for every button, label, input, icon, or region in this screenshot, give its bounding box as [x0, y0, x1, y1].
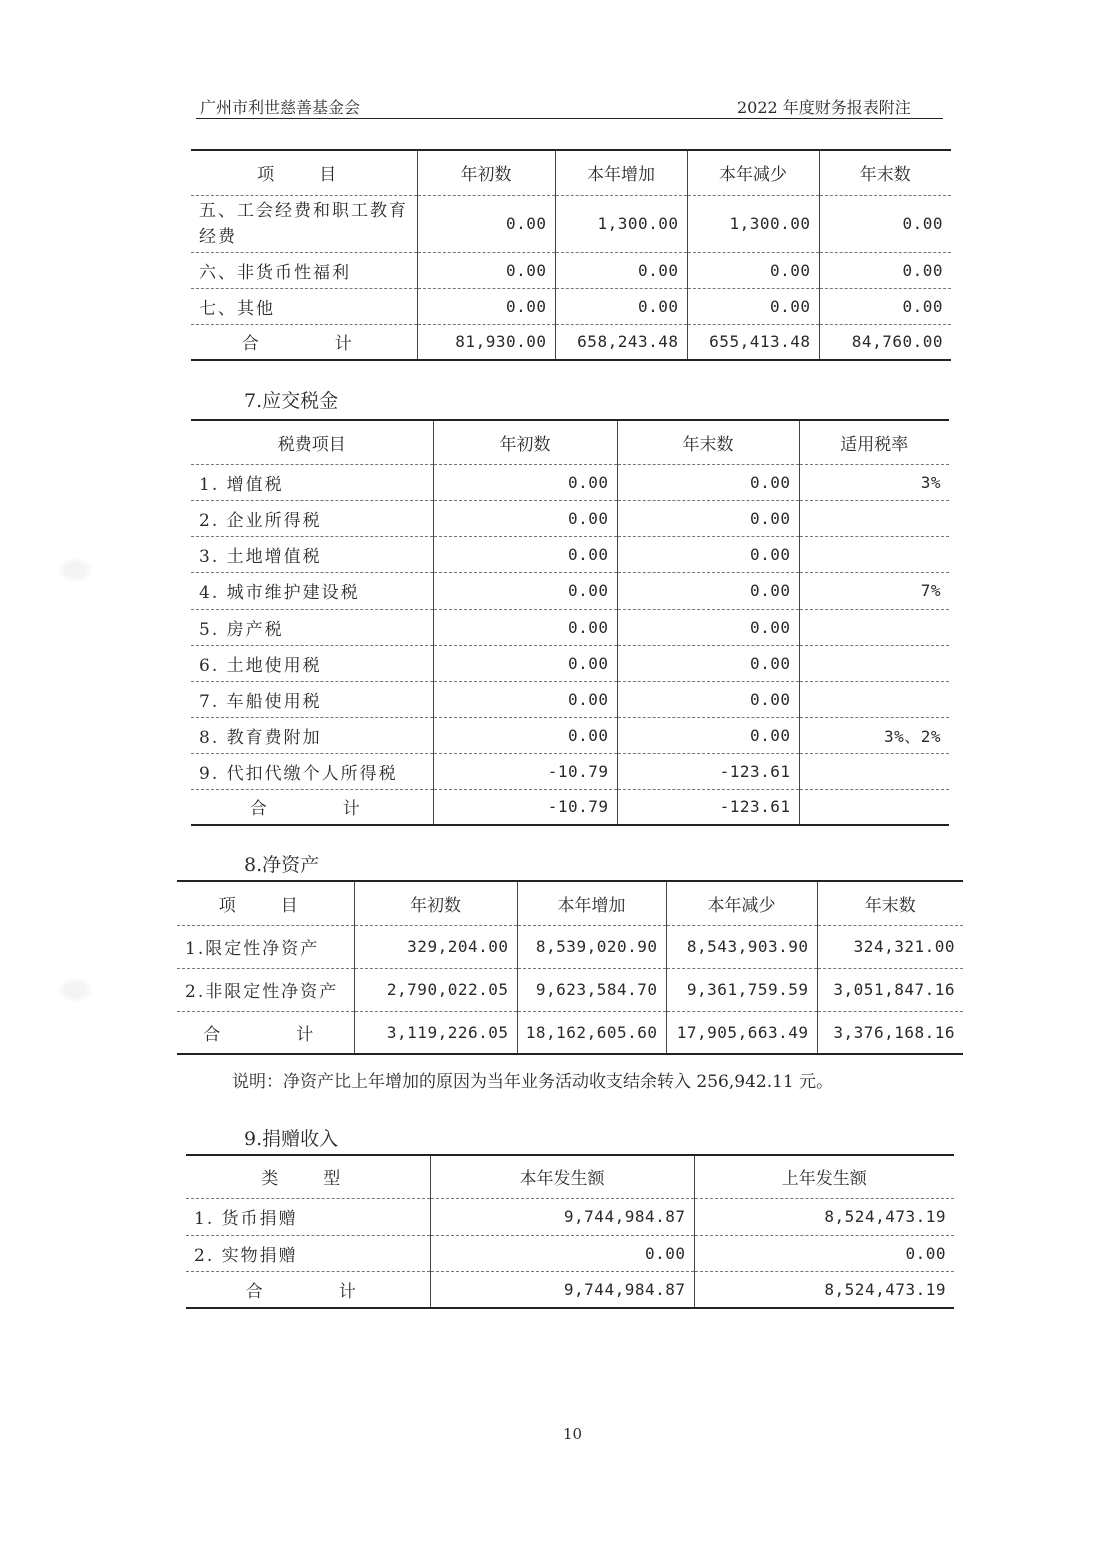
cell-value: 0.00: [433, 681, 617, 717]
cell-value: -10.79: [433, 753, 617, 789]
table-row: [191, 753, 949, 789]
table-row: [191, 681, 949, 717]
cell-value: 0.00: [433, 609, 617, 645]
col-header: 项 目: [191, 150, 417, 195]
cell-value: 0.00: [694, 1235, 954, 1271]
header-rule: [196, 118, 943, 119]
cell-value: 7%: [799, 572, 949, 609]
row-label: 合 计: [191, 324, 417, 360]
cell-value: -10.79: [433, 789, 617, 825]
cell-value: 8,539,020.90: [517, 925, 666, 968]
cell-value: 0.00: [617, 536, 799, 572]
cell-value: 0.00: [430, 1235, 694, 1271]
row-label: 6. 土地使用税: [191, 645, 433, 681]
col-header: 年初数: [417, 150, 555, 195]
cell-value: -123.61: [617, 753, 799, 789]
row-label: 9. 代扣代缴个人所得税: [191, 753, 433, 789]
scan-smudge: [58, 558, 92, 582]
cell-value: 0.00: [417, 288, 555, 324]
table-taxes: [191, 419, 949, 826]
cell-value: -123.61: [617, 789, 799, 825]
table-row: [186, 1235, 954, 1271]
cell-value: 3,051,847.16: [817, 968, 963, 1011]
net-assets-note: 说明：净资产比上年增加的原因为当年业务活动收支结余转入 256,942.11 元。: [232, 1072, 834, 1092]
col-header: 本年增加: [517, 881, 666, 925]
table-row: [191, 252, 951, 288]
table-row: [191, 609, 949, 645]
table-row: [191, 717, 949, 753]
row-label: 2. 企业所得税: [191, 500, 433, 536]
col-header: 年初数: [354, 881, 517, 925]
table-row: [191, 288, 951, 324]
cell-value: 0.00: [687, 288, 819, 324]
row-label: 合 计: [191, 789, 433, 825]
scan-smudge: [58, 978, 92, 1002]
cell-value: 0.00: [617, 500, 799, 536]
cell-value: 0.00: [819, 252, 951, 288]
cell-value: 0.00: [433, 645, 617, 681]
row-label: 2.非限定性净资产: [177, 968, 354, 1011]
section-title-donations: 9.捐赠收入: [244, 1128, 339, 1150]
table-header-row: [191, 420, 949, 464]
cell-value: 84,760.00: [819, 324, 951, 360]
cell-value: 0.00: [617, 645, 799, 681]
table-row: [191, 536, 949, 572]
header-org: 广州市利世慈善基金会: [200, 98, 361, 117]
row-label: 5. 房产税: [191, 609, 433, 645]
cell-value: 9,623,584.70: [517, 968, 666, 1011]
cell-value: 3,376,168.16: [817, 1011, 963, 1054]
row-label: 1. 货币捐赠: [186, 1198, 430, 1235]
cell-value: [799, 609, 949, 645]
cell-value: 1,300.00: [687, 195, 819, 252]
col-header: 上年发生额: [694, 1155, 954, 1198]
table-header-row: [186, 1155, 954, 1198]
table-header-row: [177, 881, 963, 925]
table-donations: [186, 1154, 954, 1309]
cell-value: 0.00: [617, 464, 799, 500]
cell-value: 0.00: [617, 609, 799, 645]
cell-value: 3%: [799, 464, 949, 500]
table-header-row: [191, 150, 951, 195]
cell-value: 0.00: [433, 536, 617, 572]
table-row: [191, 500, 949, 536]
cell-value: 3%、2%: [799, 717, 949, 753]
cell-value: 18,162,605.60: [517, 1011, 666, 1054]
col-header: 本年减少: [666, 881, 817, 925]
cell-value: [799, 681, 949, 717]
col-header: 年初数: [433, 420, 617, 464]
table-row: [191, 645, 949, 681]
cell-value: 9,744,984.87: [430, 1271, 694, 1308]
cell-value: 329,204.00: [354, 925, 517, 968]
row-label: 五、工会经费和职工教育经费: [191, 195, 417, 252]
cell-value: 9,744,984.87: [430, 1198, 694, 1235]
cell-value: 8,524,473.19: [694, 1271, 954, 1308]
cell-value: 658,243.48: [555, 324, 687, 360]
cell-value: 17,905,663.49: [666, 1011, 817, 1054]
table-row: [177, 925, 963, 968]
table-row: [186, 1198, 954, 1235]
col-header: 类 型: [186, 1155, 430, 1198]
col-header: 税费项目: [191, 420, 433, 464]
cell-value: 8,524,473.19: [694, 1198, 954, 1235]
cell-value: 0.00: [433, 500, 617, 536]
row-label: 七、其他: [191, 288, 417, 324]
cell-value: [799, 536, 949, 572]
cell-value: [799, 753, 949, 789]
cell-value: 0.00: [617, 681, 799, 717]
cell-value: 9,361,759.59: [666, 968, 817, 1011]
row-label: 1.限定性净资产: [177, 925, 354, 968]
table-staff-payable: [191, 149, 951, 361]
row-label: 3. 土地增值税: [191, 536, 433, 572]
row-label: 合 计: [186, 1271, 430, 1308]
row-label: 4. 城市维护建设税: [191, 572, 433, 609]
cell-value: 0.00: [417, 252, 555, 288]
col-header: 本年增加: [555, 150, 687, 195]
cell-value: 0.00: [555, 252, 687, 288]
row-label: 合 计: [177, 1011, 354, 1054]
table-row: [191, 464, 949, 500]
cell-value: 0.00: [433, 464, 617, 500]
cell-value: 324,321.00: [817, 925, 963, 968]
cell-value: 3,119,226.05: [354, 1011, 517, 1054]
table-net-assets: [177, 880, 963, 1055]
cell-value: 0.00: [417, 195, 555, 252]
cell-value: 8,543,903.90: [666, 925, 817, 968]
table-row: [191, 572, 949, 609]
col-header: 年末数: [617, 420, 799, 464]
cell-value: 0.00: [819, 288, 951, 324]
cell-value: 1,300.00: [555, 195, 687, 252]
col-header: 项 目: [177, 881, 354, 925]
page-number: 10: [563, 1425, 583, 1443]
row-label: 六、非货币性福利: [191, 252, 417, 288]
section-title-taxes: 7.应交税金: [244, 390, 339, 412]
col-header: 年末数: [817, 881, 963, 925]
row-label: 8. 教育费附加: [191, 717, 433, 753]
table-total-row: [191, 324, 951, 360]
cell-value: 655,413.48: [687, 324, 819, 360]
col-header: 本年发生额: [430, 1155, 694, 1198]
row-label: 7. 车船使用税: [191, 681, 433, 717]
cell-value: [799, 789, 949, 825]
cell-value: 0.00: [555, 288, 687, 324]
cell-value: 0.00: [433, 572, 617, 609]
cell-value: [799, 645, 949, 681]
table-total-row: [191, 789, 949, 825]
header-doc-title: 2022 年度财务报表附注: [737, 98, 911, 117]
col-header: 适用税率: [799, 420, 949, 464]
cell-value: 0.00: [819, 195, 951, 252]
table-row: [177, 968, 963, 1011]
cell-value: 0.00: [617, 717, 799, 753]
cell-value: 2,790,022.05: [354, 968, 517, 1011]
col-header: 年末数: [819, 150, 951, 195]
table-row: [191, 195, 951, 252]
table-total-row: [177, 1011, 963, 1054]
col-header: 本年减少: [687, 150, 819, 195]
row-label: 1. 增值税: [191, 464, 433, 500]
cell-value: 81,930.00: [417, 324, 555, 360]
cell-value: [799, 500, 949, 536]
cell-value: 0.00: [433, 717, 617, 753]
table-total-row: [186, 1271, 954, 1308]
cell-value: 0.00: [687, 252, 819, 288]
cell-value: 0.00: [617, 572, 799, 609]
row-label: 2. 实物捐赠: [186, 1235, 430, 1271]
section-title-net-assets: 8.净资产: [244, 854, 320, 876]
